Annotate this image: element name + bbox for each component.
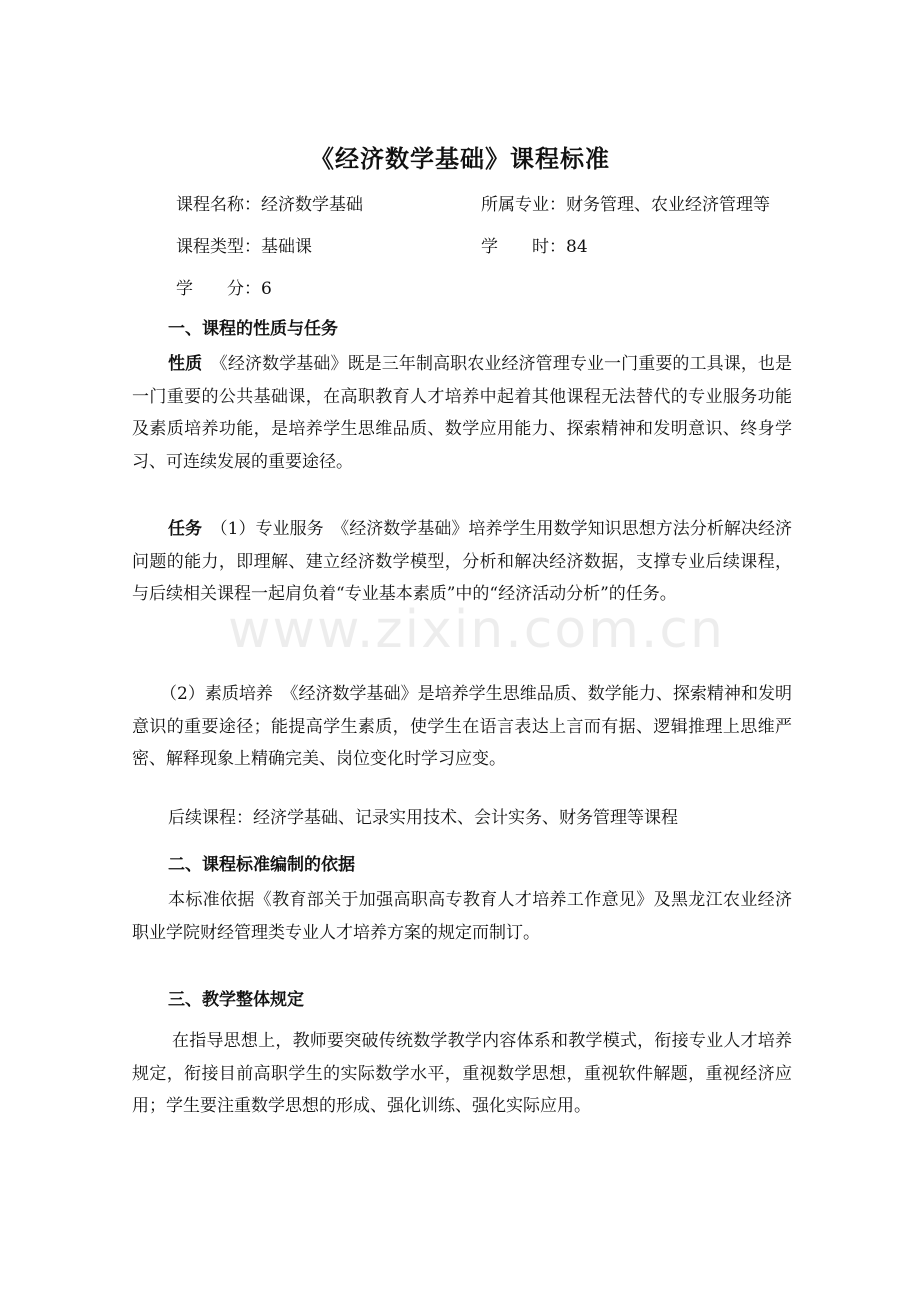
course-type: 课程类型：基础课 [176,237,312,257]
section-heading-1: 一、课程的性质与任务 [168,319,338,339]
document-title: 《经济数学基础》课程标准 [310,145,610,173]
section-heading-2: 二、课程标准编制的依据 [168,855,355,875]
paragraph-guidance: 在指导思想上，教师要突破传统数学教学内容体系和教学模式，衔接专业人才培养规定，衔接目前高职学生的实际数学水平，重视数学思想，重视软件解题，重视经济应用；学生要注重数学思想的形成、强化训练、强化实际应用。 [132,1031,792,1116]
course-credits: 学 分：6 [176,279,272,299]
course-hours: 学 时：84 [481,237,588,257]
paragraph-basis: 本标准依据《教育部关于加强高职高专教育人才培养工作意见》及黑龙江农业经济职业学院财经管理类专业人才培养方案的规定而制订。 [132,890,792,943]
section-heading-3: 三、教学整体规定 [168,990,304,1010]
task-lead: 任务 [168,519,203,539]
course-major: 所属专业：财务管理、农业经济管理等 [481,195,770,215]
paragraph-quality: （2）素质培养 《经济数学基础》是培养学生思维品质、数学能力、探索精神和发明意识的重要途径；能提高学生素质，使学生在语言表达上言而有据、逻辑推理上思维严密、解释现象上精确完美、岗位变化时学习应变。 [132,684,792,769]
nature-lead: 性质 [168,354,203,374]
paragraph-task [132,513,792,611]
course-name: 课程名称：经济数学基础 [176,195,363,215]
nature-text: 《经济数学基础》既是三年制高职农业经济管理专业一门重要的工具课，也是一门重要的公共基础课，在高职教育人才培养中起着其他课程无法替代的专业服务功能及素质培养功能，是培养学生思维品质、数学应用能力、探索精神和发明意识、终身学习、可连续发展的重要途径。 [132,354,793,472]
watermark: www.zixin.com.cn [228,600,725,660]
paragraph-nature [132,348,792,478]
task-text: （1）专业服务 《经济数学基础》培养学生用数学知识思想方法分析解决经济问题的能力，即理解、建立经济数学模型，分析和解决经济数据，支撑专业后续课程，与后续相关课程一起肩负着“专业基本素质”中的“经济活动分析”的任务。 [132,519,793,604]
paragraph-followup: 后续课程：经济学基础、记录实用技术、会计实务、财务管理等课程 [168,808,678,828]
